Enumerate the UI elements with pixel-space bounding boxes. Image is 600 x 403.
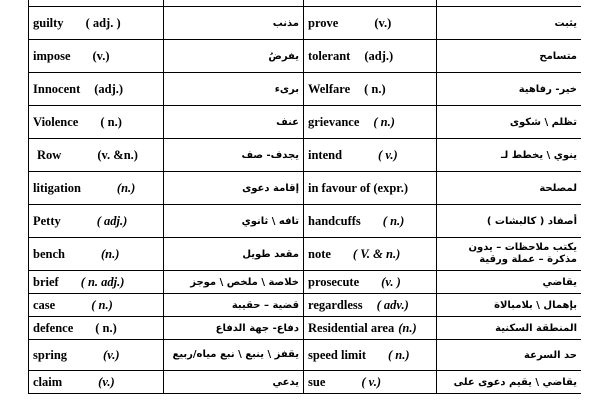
part-of-speech: ( n. adj.): [80, 274, 125, 289]
table-row: [29, 106, 582, 139]
english-word-cell: [29, 294, 164, 317]
part-of-speech: ( n.): [91, 297, 113, 312]
part-of-speech: (n.): [116, 180, 136, 195]
english-expression: in favour of (expr.): [308, 180, 408, 195]
english-word-cell: [304, 7, 437, 40]
table-row: [29, 371, 582, 394]
table-row: [29, 271, 582, 294]
arabic-meaning: إقامة دعوى: [164, 172, 304, 205]
english-word-cell: [304, 271, 437, 294]
part-of-speech: ( V. & n.): [352, 246, 401, 261]
english-word: note: [308, 246, 331, 261]
english-word: litigation: [33, 180, 81, 195]
part-of-speech: (v.): [98, 374, 115, 389]
english-word: handcuffs: [308, 213, 361, 228]
english-word: impose: [33, 48, 71, 63]
english-word-cell: [304, 317, 437, 340]
english-word: bench: [33, 246, 65, 261]
english-word: Petty: [33, 213, 61, 228]
english-word-cell: [29, 7, 164, 40]
english-word-cell: [304, 172, 437, 205]
arabic-meaning: مذنب: [164, 7, 304, 40]
arabic-meaning: تظلم \ شكوى: [437, 106, 582, 139]
vocabulary-table: [28, 0, 581, 394]
arabic-meaning: أصفاد ( كالبشات ): [437, 205, 582, 238]
table-row: [29, 205, 582, 238]
arabic-meaning: يقاضي: [437, 271, 582, 294]
part-of-speech: ( v.): [378, 147, 398, 162]
part-of-speech: (n.): [398, 320, 417, 335]
arabic-meaning: خلاصة \ ملخص \ موجز: [164, 271, 304, 294]
part-of-speech: (v.): [374, 15, 392, 30]
table-row: [29, 40, 582, 73]
english-word: Violence: [33, 114, 79, 129]
part-of-speech: ( n.): [100, 114, 122, 129]
english-word: defence: [33, 320, 74, 335]
english-word-cell: [304, 73, 437, 106]
english-word-cell: [29, 172, 164, 205]
english-word: intend: [308, 147, 343, 162]
part-of-speech: ( v.): [361, 374, 382, 389]
arabic-meaning: ينوي \ يخطط لـ: [437, 139, 582, 172]
vocabulary-sheet: [28, 0, 581, 403]
english-word-cell: [29, 73, 164, 106]
part-of-speech: ( adv.): [376, 297, 409, 312]
english-word: prosecute: [308, 274, 360, 289]
arabic-meaning: برىء: [164, 73, 304, 106]
table-row: [29, 73, 582, 106]
english-word-cell: [29, 271, 164, 294]
english-word: sue: [308, 374, 326, 389]
english-word-cell: [29, 340, 164, 371]
english-word-cell: [29, 317, 164, 340]
english-word: brief: [33, 274, 59, 289]
english-word: claim: [33, 374, 63, 389]
arabic-meaning: المنطقة السكنية: [437, 317, 582, 340]
arabic-meaning: خير- رفاهية: [437, 73, 582, 106]
part-of-speech: (n.): [100, 246, 120, 261]
arabic-meaning: يفرضُ: [164, 40, 304, 73]
part-of-speech: (v. ): [381, 274, 401, 289]
arabic-meaning: دفاع- جهة الدفاع: [164, 317, 304, 340]
table-row: [29, 340, 582, 371]
arabic-meaning: مقعد طويل: [164, 238, 304, 271]
arabic-meaning: حد السرعة: [437, 340, 582, 371]
table-row: [29, 294, 582, 317]
table-row: [29, 317, 582, 340]
part-of-speech: (v.): [103, 347, 120, 362]
arabic-meaning: يقفز \ ينبع \ نبع مياه/ربيع: [164, 340, 304, 371]
arabic-meaning: بإهمال \ بلامبالاة: [437, 294, 582, 317]
english-word-cell: [304, 340, 437, 371]
part-of-speech: (adj.): [94, 81, 124, 96]
english-word: Residential area: [308, 320, 395, 335]
english-word: prove: [308, 15, 339, 30]
part-of-speech: ( adj. ): [85, 15, 121, 30]
english-word-cell: [29, 106, 164, 139]
arabic-meaning: يدعي: [164, 371, 304, 394]
english-word: regardless: [308, 297, 363, 312]
english-word: Row: [37, 147, 62, 162]
arabic-meaning: يثبت: [437, 7, 582, 40]
english-word-cell: [29, 371, 164, 394]
english-word-cell: [304, 40, 437, 73]
part-of-speech: ( n.): [95, 320, 117, 335]
arabic-meaning: عنف: [164, 106, 304, 139]
english-word: spring: [33, 347, 68, 362]
english-word-cell: [29, 139, 164, 172]
part-of-speech: ( adj.): [96, 213, 128, 228]
english-word-cell: [304, 106, 437, 139]
part-of-speech: (v. &n.): [97, 147, 138, 162]
english-word: Innocent: [33, 81, 81, 96]
table-row: [29, 7, 582, 40]
english-word-cell: [304, 205, 437, 238]
arabic-meaning: يجدف- صف: [164, 139, 304, 172]
arabic-meaning: تافه \ ثانوي: [164, 205, 304, 238]
arabic-meaning: قضية – حقيبة: [164, 294, 304, 317]
english-word-cell: [29, 40, 164, 73]
arabic-meaning: يكتب ملاحظات – يدون مذكرة – عملة ورقية: [437, 238, 582, 271]
english-word: speed limit: [308, 347, 366, 362]
table-row: [29, 172, 582, 205]
english-word-cell: [304, 238, 437, 271]
english-word: case: [33, 297, 56, 312]
english-word-cell: [304, 294, 437, 317]
english-word: Welfare: [308, 81, 351, 96]
table-row: [29, 139, 582, 172]
english-word-cell: [29, 238, 164, 271]
english-word: grievance: [308, 114, 360, 129]
english-word-cell: [304, 139, 437, 172]
part-of-speech: (adj.): [364, 48, 394, 63]
arabic-meaning: لمصلحة: [437, 172, 582, 205]
part-of-speech: ( n.): [373, 114, 395, 129]
part-of-speech: (v.): [92, 48, 110, 63]
english-word: tolerant: [308, 48, 351, 63]
english-word-cell: [29, 205, 164, 238]
arabic-meaning: يقاضي \ يقيم دعوى على: [437, 371, 582, 394]
english-word-cell: [304, 371, 437, 394]
part-of-speech: ( n.): [382, 213, 405, 228]
table-row: [29, 238, 582, 271]
part-of-speech: ( n.): [364, 81, 386, 96]
arabic-meaning: متسامح: [437, 40, 582, 73]
part-of-speech: ( n.): [387, 347, 410, 362]
english-word: guilty: [33, 15, 64, 30]
